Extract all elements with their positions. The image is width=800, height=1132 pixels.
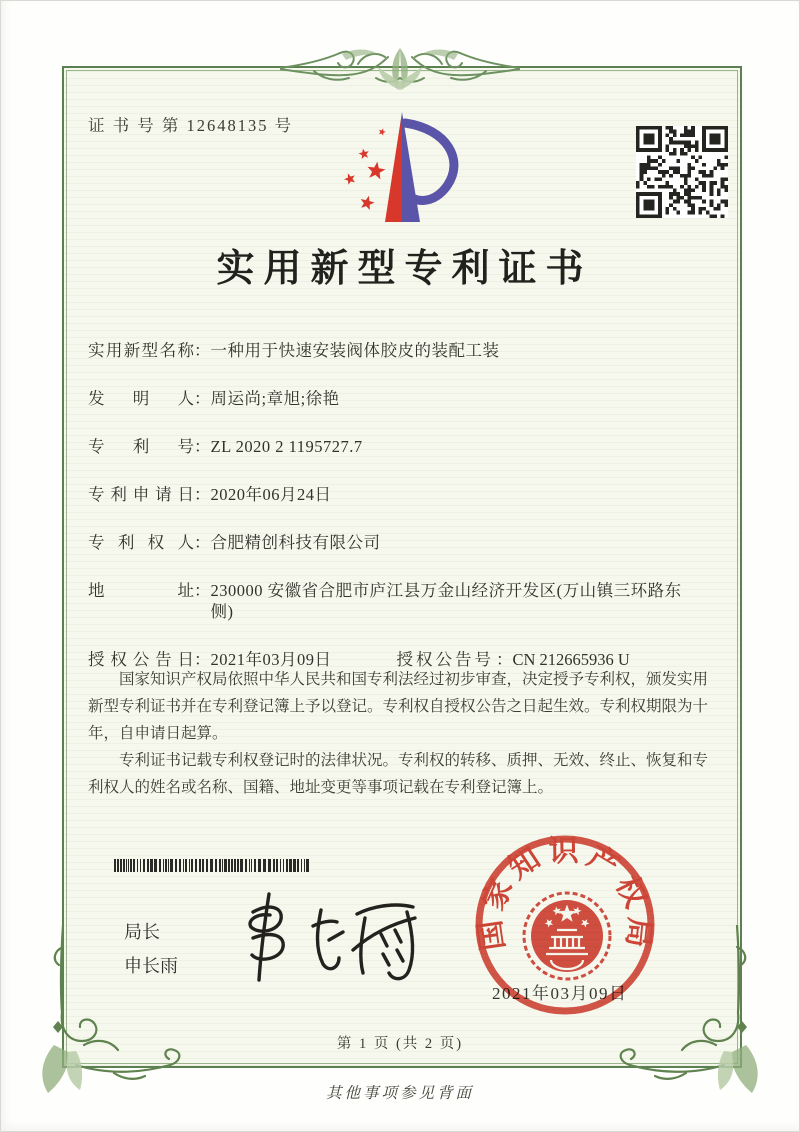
- field-label: 发 明 人: [88, 389, 194, 408]
- field-label: 专 利 权 人: [88, 533, 194, 552]
- back-side-note: 其他事项参见背面: [325, 1085, 474, 1102]
- signature-icon: [225, 888, 420, 990]
- field-label: 授 权 公 告 日: [88, 650, 194, 669]
- field-row: [88, 340, 718, 361]
- field-row: [88, 484, 718, 505]
- field-value-2: CN 212665936 U: [512, 650, 630, 669]
- field-row: [88, 580, 718, 622]
- barcode-icon: [114, 859, 312, 872]
- legal-paragraph: 国家知识产权局依照中华人民共和国专利法经过初步审查，决定授予专利权，颁发实用新型专利证书并在专利登记簿上予以登记。专利权自授权公告之日起生效。专利权期限为十年，自申请日起算。: [88, 671, 709, 742]
- qr-code-icon: [636, 126, 728, 218]
- cnipa-logo-icon: [330, 110, 470, 225]
- field-row: [88, 532, 718, 553]
- field-colon: ：: [194, 485, 211, 504]
- field-value: 周运尚;章旭;徐艳: [210, 389, 340, 408]
- field-colon: ：: [194, 437, 211, 456]
- certificate-number: 证 书 号 第 12648135 号: [88, 116, 294, 135]
- field-value: 合肥精创科技有限公司: [210, 533, 381, 552]
- field-value: 2020年06月24日: [210, 485, 332, 504]
- field-value: 一种用于快速安装阀体胶皮的装配工装: [210, 341, 500, 360]
- field-colon: ：: [194, 533, 211, 552]
- page-number: 第 1 页 (共 2 页): [336, 1036, 464, 1052]
- field-value: ZL 2020 2 1195727.7: [210, 437, 363, 456]
- field-colon: ：: [194, 341, 211, 360]
- field-label-2: 授权公告号: [396, 650, 494, 669]
- seal-date: 2021年03月09日: [492, 984, 628, 1003]
- field-row: [88, 388, 718, 409]
- field-label: 专 利 号: [88, 437, 194, 456]
- fields-section: [88, 340, 718, 697]
- legal-text-section: [88, 666, 716, 801]
- officer-title: 局长: [124, 922, 160, 942]
- field-label: 专 利 申 请 日: [88, 485, 194, 504]
- national-emblem: [524, 893, 610, 979]
- field-label: 实 用 新 型 名 称: [88, 341, 194, 360]
- field-colon-2: ：: [496, 650, 513, 669]
- field-label: 地 址: [88, 581, 194, 600]
- field-value: 230000 安徽省合肥市庐江县万金山经济开发区(万山镇三环路东侧): [210, 581, 682, 621]
- field-colon: ：: [194, 650, 211, 669]
- field-colon: ：: [194, 389, 211, 408]
- red-seal-icon: [465, 825, 665, 1025]
- officer-name: 申长雨: [124, 956, 178, 976]
- field-value: 2021年03月09日: [210, 650, 332, 669]
- certificate-title: 实用新型专利证书: [216, 248, 593, 290]
- field-colon: ：: [194, 581, 211, 600]
- legal-paragraph: 专利证书记载专利权登记时的法律状况。专利权的转移、质押、无效、终止、恢复和专利权人的姓名或名称、国籍、地址变更等事项记载在专利登记簿上。: [88, 752, 709, 796]
- svg-text:国家知识产权局: 国家知识产权局: [473, 834, 657, 953]
- field-row: [88, 436, 718, 457]
